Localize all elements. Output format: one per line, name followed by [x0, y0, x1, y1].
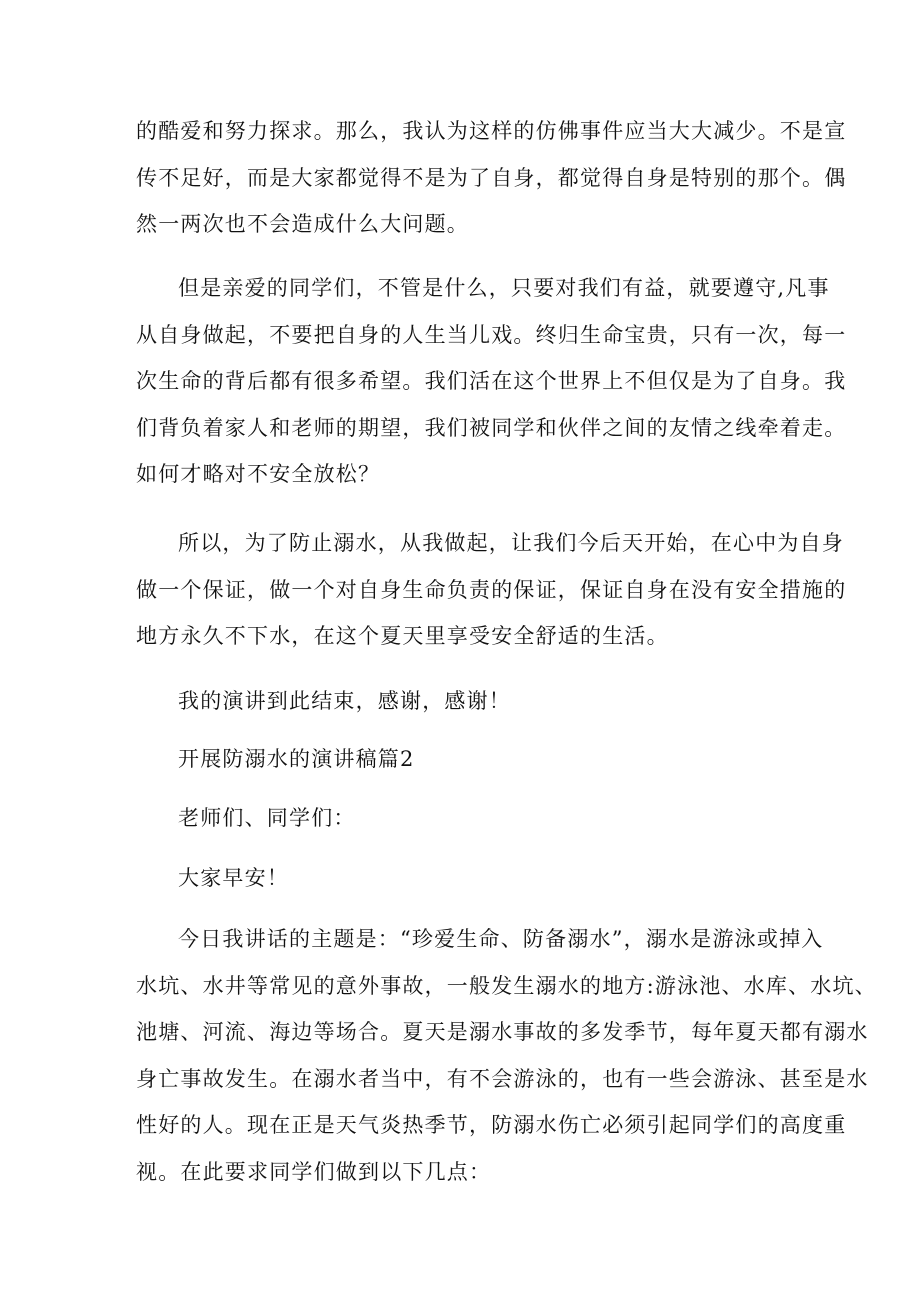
paragraph-line: 性好的人。现在正是天气炎热季节，防溺水伤亡必须引起同学们的高度重: [136, 1113, 847, 1137]
paragraph-line: 但是亲爱的同学们，不管是什么，只要对我们有益，就要遵守,凡事: [178, 276, 830, 300]
salutation: 老师们、同学们：: [178, 806, 356, 830]
paragraph-line: 身亡事故发生。在溺水者当中，有不会游泳的，也有一些会游泳、甚至是水: [136, 1066, 869, 1091]
paragraph-line: 如何才略对不安全放松？: [136, 462, 381, 486]
paragraph-line: 次生命的背后都有很多希望。我们活在这个世界上不但仅是为了自身。我: [136, 369, 847, 393]
paragraph-4: [136, 916, 877, 1195]
paragraph-line: 的酷爱和努力探求。那么，我认为这样的仿佛事件应当大大减少。不是宣: [136, 119, 847, 143]
paragraph-line: 水坑、水井等常见的意外事故，一般发生溺水的地方:游泳池、水库、水坑、: [136, 973, 877, 998]
paragraph-1: [136, 108, 847, 248]
paragraph-line: 从自身做起，不要把自身的人生当儿戏。终归生命宝贵，只有一次，每一: [136, 322, 847, 347]
paragraph-line: 池塘、河流、海边等场合。夏天是溺水事故的多发季节，每年夏天都有溺水: [136, 1020, 869, 1044]
paragraph-3: [136, 520, 847, 660]
paragraph-line: 地方永久不下水，在这个夏天里享受安全舒适的生活。: [136, 624, 669, 648]
paragraph-line: 今日我讲话的主题是：“珍爱生命、防备溺水”，溺水是游泳或掉入: [178, 927, 824, 951]
paragraph-line: 视。在此要求同学们做到以下几点：: [136, 1159, 492, 1184]
paragraph-line: 做一个保证，做一个对自身生命负责的保证，保证自身在没有安全措施的: [136, 577, 847, 602]
greeting: 大家早安！: [178, 866, 289, 890]
paragraph-line: 传不足好，而是大家都觉得不是为了自身，都觉得自身是特别的那个。偶: [136, 165, 847, 190]
closing-remark: 我的演讲到此结束，感谢，感谢！: [178, 689, 511, 713]
section-title: 开展防溺水的演讲稿篇2: [178, 747, 415, 771]
paragraph-line: 所以，为了防止溺水，从我做起，让我们今后天开始，在心中为自身: [178, 531, 844, 555]
paragraph-2: [136, 265, 847, 498]
paragraph-line: 然一两次也不会造成什么大问题。: [136, 212, 469, 236]
paragraph-line: 们背负着家人和老师的期望，我们被同学和伙伴之间的友情之线牵着走。: [136, 415, 847, 440]
